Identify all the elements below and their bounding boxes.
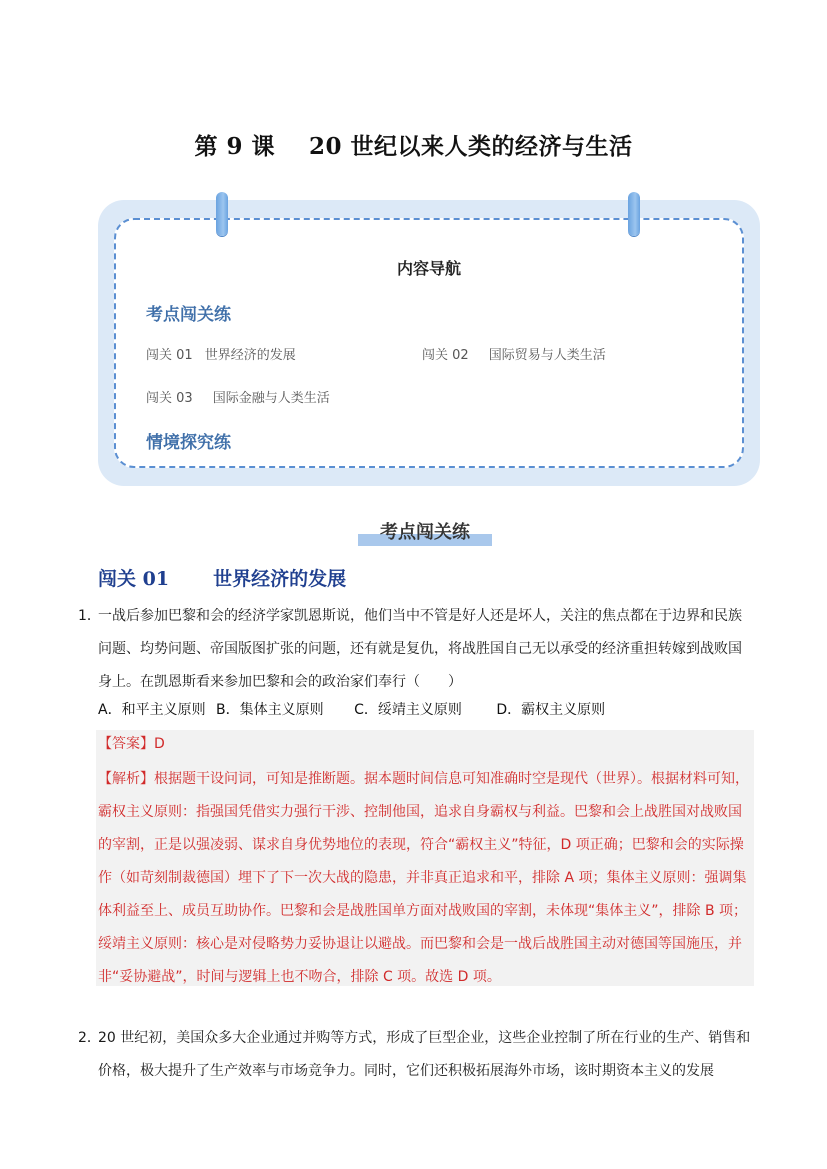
option-d[interactable]: D．霸权主义原则 bbox=[496, 702, 606, 718]
gate-name: 世界经济的发展 bbox=[213, 568, 347, 590]
question-number: 2． bbox=[78, 1030, 101, 1046]
content-navigation-card bbox=[98, 200, 760, 486]
nav-item-code: 闯关 03 bbox=[146, 391, 193, 406]
option-a[interactable]: A．和平主义原则 bbox=[98, 702, 206, 718]
nav-item-label: 国际金融与人类生活 bbox=[212, 391, 330, 406]
question-text: 20 世纪初，美国众多大企业通过并购等方式，形成了巨型企业，这些企业控制了所在行业的生产、销售和价格，极大提升了生产效率与市场竞争力。同时，它们还积极拓展海外市场，该时期资本主义的发展 bbox=[98, 1030, 751, 1079]
question-1 bbox=[78, 600, 754, 699]
analysis-text: 【解析】根据题干设问词，可知是推断题。据本题时间信息可知准确时空是现代（世界）。根据材料可知，霸权主义原则：指强国凭借实力强行干涉、控制他国，追求自身霸权与利益。巴黎和会上战胜国对战败国的宰割，正是以强凌弱、谋求自身优势地位的表现，符合“霸权主义”特征，D 项正确；巴黎和会的实际操作（如苛刻制裁德国）埋下了下一次大战的隐患，并非真正追求和平，排除 A 项；集体主义原则：强调集体利益至上、成员互助协作。巴黎和会是战胜国单方面对战败国的宰割，未体现“集体主义”，排除 B 项；绥靖主义原则：核心是对侵略势力妥协退让以避战。而巴黎和会是一战后战胜国主动对德国等国施压，并非“妥协避战”，时间与逻辑上也不吻合，排除 C 项。故选 D 项。 bbox=[98, 771, 749, 985]
question-text: 一战后参加巴黎和会的经济学家凯恩斯说，他们当中不管是好人还是坏人，关注的焦点都在于边界和民族问题、均势问题、帝国版图扩张的问题，还有就是复仇，将战胜国自己无以承受的经济重担转嫁到战败国身上。在凯恩斯看来参加巴黎和会的政治家们奉行（ ） bbox=[98, 608, 742, 690]
lesson-name: 20 世纪以来人类的经济与生活 bbox=[309, 133, 633, 160]
nav-item-gate-02[interactable] bbox=[422, 344, 606, 363]
nav-item-gate-03[interactable] bbox=[146, 387, 330, 406]
nav-item-code: 闯关 01 bbox=[146, 348, 193, 363]
navigation-heading: 内容导航 bbox=[396, 259, 461, 278]
banner-text: 考点闯关练 bbox=[380, 522, 470, 543]
nav-section-checkpoints[interactable]: 考点闯关练 bbox=[146, 305, 231, 325]
page-title bbox=[0, 128, 827, 161]
nav-item-gate-01[interactable] bbox=[146, 344, 296, 363]
nav-item-code: 闯关 02 bbox=[422, 348, 469, 363]
nav-item-label: 世界经济的发展 bbox=[204, 348, 296, 363]
pin-right-icon bbox=[628, 192, 640, 236]
pin-left-icon bbox=[216, 192, 228, 236]
gate-heading bbox=[98, 564, 346, 591]
option-b[interactable]: B．集体主义原则 bbox=[216, 702, 324, 718]
option-c[interactable]: C．绥靖主义原则 bbox=[354, 702, 462, 718]
nav-section-scenario[interactable]: 情境探究练 bbox=[146, 433, 231, 453]
gate-code: 闯关 01 bbox=[98, 568, 170, 590]
question-1-options bbox=[98, 699, 605, 719]
question-number: 1． bbox=[78, 608, 101, 624]
nav-item-label: 国际贸易与人类生活 bbox=[488, 348, 606, 363]
answer-text: 【答案】D bbox=[98, 736, 165, 752]
section-banner bbox=[358, 516, 492, 548]
lesson-number: 第 9 课 bbox=[194, 133, 275, 160]
question-2 bbox=[78, 1022, 754, 1088]
